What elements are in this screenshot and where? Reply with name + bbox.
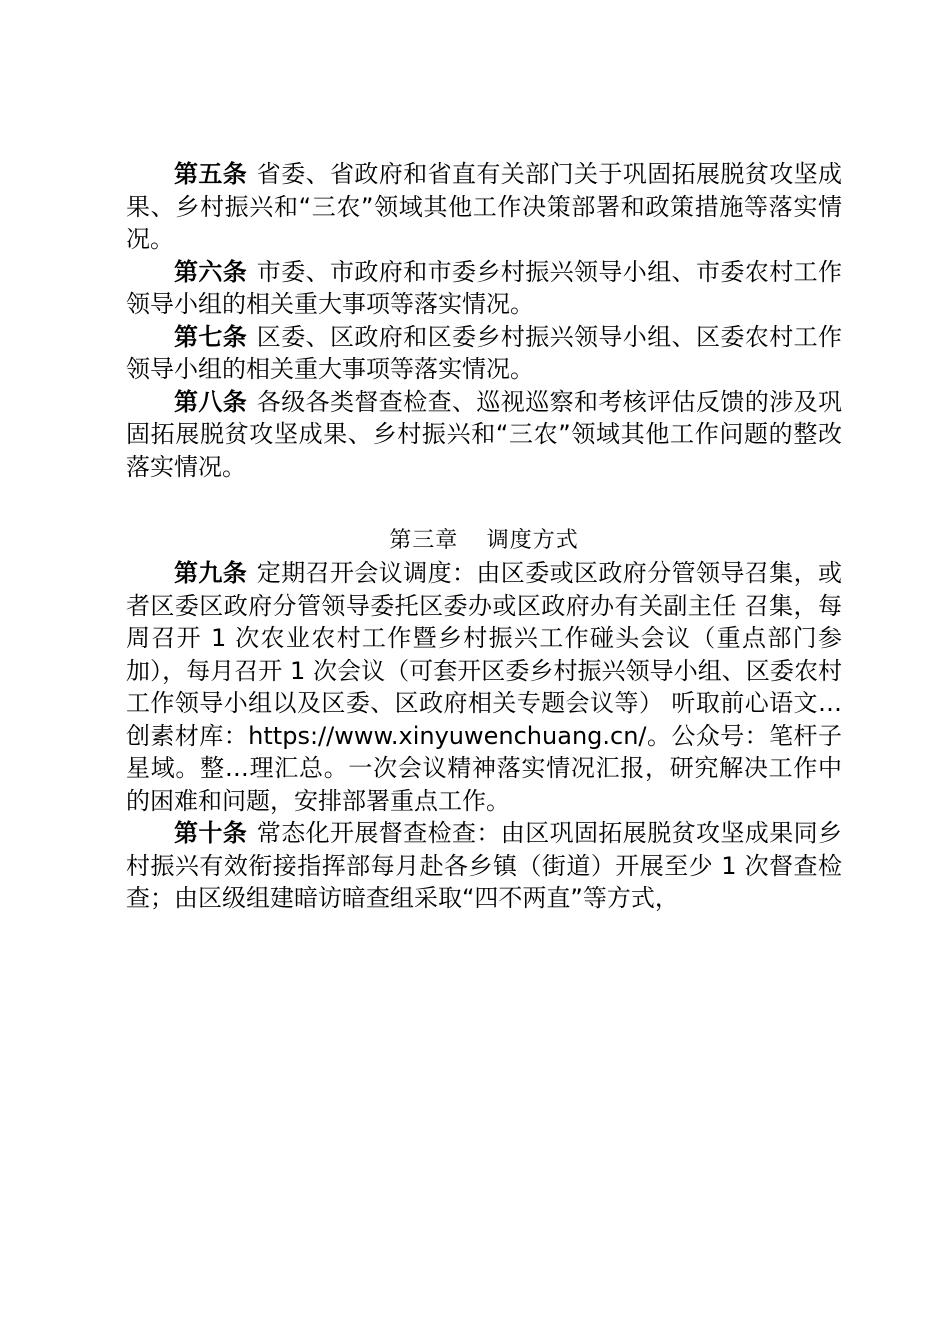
article-5 [126,158,842,256]
chapter-heading [126,525,842,557]
article-label: 第九条 [174,559,248,587]
article-8 [126,386,842,484]
article-text: 省委、省政府和省直有关部门关于巩固拓展脱贫攻坚成果、乡村振兴和“三农”领域其他工作决策部署和政策措施等落实情况。 [126,160,843,253]
article-9 [126,557,842,817]
article-10 [126,817,842,915]
article-label: 第八条 [174,387,248,416]
article-label: 第十条 [174,819,248,847]
article-text: 市委、市政府和市委乡村振兴领导小组、市委农村工作领导小组的相关重大事项等落实情况。 [126,257,843,318]
chapter-number: 第三章 [389,528,459,553]
chapter-title: 调度方式 [486,528,579,553]
article-7 [126,321,842,386]
article-6 [126,256,842,321]
article-text: 定期召开会议调度：由区委或区政府分管领导召集，或者区委区政府分管领导委托区委办或区政府办有关副主任 召集，每周召开 1 次农业农村工作暨乡村振兴工作碰头会议（重点部门参加），每月召开 1 次会议（可套开区委乡村振兴领导小组、区委农村工作领导小组以及区委、区政府相关专题会议等） 听取前心语文…创素材库：https://www.xinyuwenchuang.cn/。公众号：笔杆子星域。整…理汇总。一次会议精神落实情况汇报，研究解决工作中的困难和问题，安排部署重点工作。 [126,559,843,815]
article-text: 各级各类督查检查、巡视巡察和考核评估反馈的涉及巩固拓展脱贫攻坚成果、乡村振兴和“三农”领域其他工作问题的整改落实情况。 [126,387,843,481]
article-label: 第七条 [174,322,248,351]
document-body [126,158,842,915]
article-text: 区委、区政府和区委乡村振兴领导小组、区委农村工作领导小组的相关重大事项等落实情况。 [126,322,843,383]
article-label: 第六条 [174,257,248,286]
article-text: 常态化开展督查检查：由区巩固拓展脱贫攻坚成果同乡村振兴有效衔接指挥部每月赴各乡镇（街道）开展至少 1 次督查检查；由区级组建暗访暗查组采取“四不两直”等方式， [126,819,843,912]
article-label: 第五条 [174,160,248,188]
